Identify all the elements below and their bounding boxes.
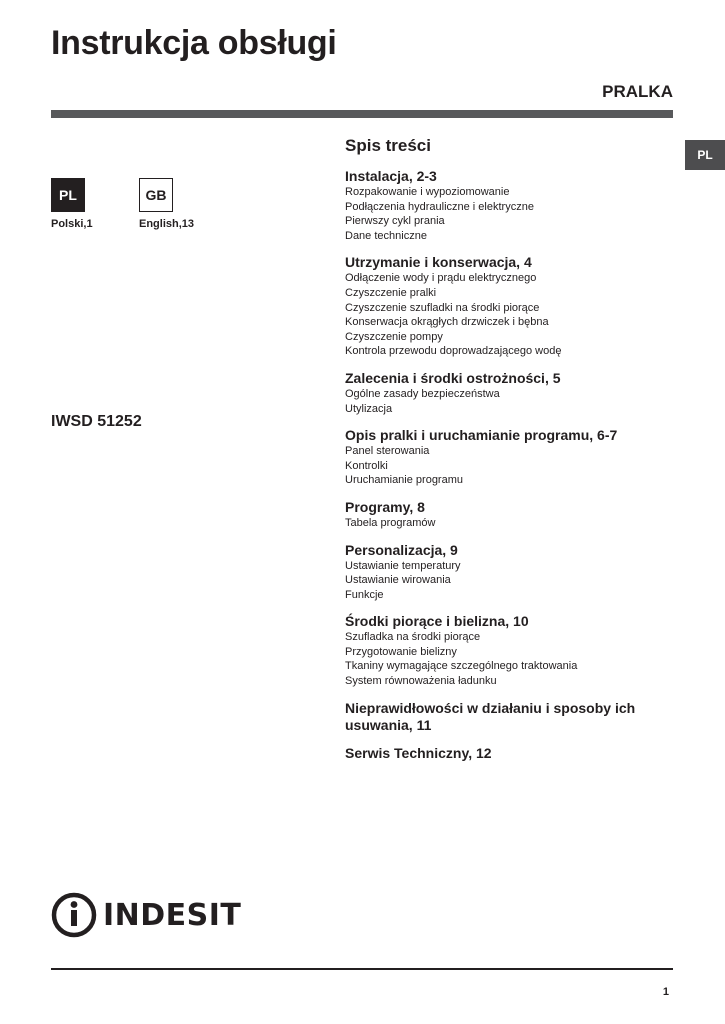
toc-section-item: Kontrolki xyxy=(345,459,388,472)
toc-title: Spis treści xyxy=(345,136,431,155)
toc-section-item: Pierwszy cykl prania xyxy=(345,215,445,228)
toc-section-heading: Opis pralki i uruchamianie programu, 6-7 xyxy=(345,427,618,444)
toc-section-item: Ogólne zasady bezpieczeństwa xyxy=(345,387,500,400)
document-title: Instrukcja obsługi xyxy=(51,24,337,62)
toc-section xyxy=(345,499,675,531)
product-type: PRALKA xyxy=(602,82,673,101)
toc-section-item: Kontrola przewodu doprowadzającego wodę xyxy=(345,345,562,358)
toc-section-heading: Nieprawidłowości w działaniu i sposoby ich usuwania, 11 xyxy=(345,699,636,733)
toc-section-item: Utylizacja xyxy=(345,402,393,415)
toc-section-item: Odłączenie wody i prądu elektrycznego xyxy=(345,272,537,285)
toc-section xyxy=(345,427,675,488)
toc-section-item: Konserwacja okrągłych drzwiczek i bębna xyxy=(345,316,549,329)
language-caption-gb: English,13 xyxy=(139,218,195,230)
toc-section-item: Czyszczenie szufladki na środki piorące xyxy=(345,301,540,314)
language-box-gb: GB xyxy=(139,178,173,212)
toc-section-item: Tabela programów xyxy=(345,516,436,529)
logo-wordmark: INDESIT xyxy=(103,897,242,933)
toc-section xyxy=(345,254,675,359)
toc-section-item: Rozpakowanie i wypoziomowanie xyxy=(345,186,510,198)
page-number: 1 xyxy=(662,986,669,998)
indesit-logo-icon xyxy=(51,892,97,938)
toc-section-heading: Instalacja, 2-3 xyxy=(345,168,437,184)
toc-section-item: Dane techniczne xyxy=(345,229,427,242)
footer-divider xyxy=(51,968,673,970)
toc-section xyxy=(345,168,675,243)
toc-section-item: Przygotowanie bielizny xyxy=(345,645,457,658)
table-of-contents xyxy=(345,136,675,773)
toc-section xyxy=(345,542,675,603)
toc-section xyxy=(345,745,675,762)
toc-section-heading: Zalecenia i środki ostrożności, 5 xyxy=(345,369,561,386)
toc-section-heading: Personalizacja, 9 xyxy=(345,541,458,558)
toc-section xyxy=(345,613,675,688)
toc-section xyxy=(345,700,675,734)
toc-section-item: Szufladka na środki piorące xyxy=(345,631,481,644)
toc-section-item: Panel sterowania xyxy=(345,445,430,458)
toc-section-item: Czyszczenie pompy xyxy=(345,330,443,343)
language-side-tab: PL xyxy=(685,140,725,170)
toc-section-heading: Serwis Techniczny, 12 xyxy=(345,744,492,761)
toc-section xyxy=(345,370,675,416)
toc-section-item: Podłączenia hydrauliczne i elektryczne xyxy=(345,200,534,213)
language-box-pl: PL xyxy=(51,178,85,212)
toc-section-item: System równoważenia ładunku xyxy=(345,675,497,688)
toc-section-heading: Środki piorące i bielizna, 10 xyxy=(345,613,529,630)
toc-section-item: Ustawianie wirowania xyxy=(345,574,451,587)
model-number: IWSD 51252 xyxy=(51,413,142,430)
toc-section-item: Uruchamianie programu xyxy=(345,474,463,487)
toc-section-item: Czyszczenie pralki xyxy=(345,286,437,299)
toc-section-item: Tkaniny wymagające szczególnego traktowania xyxy=(345,660,578,673)
header-divider xyxy=(51,110,673,118)
brand-logo xyxy=(51,892,241,938)
toc-section-heading: Programy, 8 xyxy=(345,498,425,515)
toc-section-item: Ustawianie temperatury xyxy=(345,559,461,572)
language-caption-pl: Polski,1 xyxy=(51,218,93,230)
toc-sections xyxy=(345,168,675,762)
toc-section-item: Funkcje xyxy=(345,588,384,601)
toc-section-heading: Utrzymanie i konserwacja, 4 xyxy=(345,254,532,271)
